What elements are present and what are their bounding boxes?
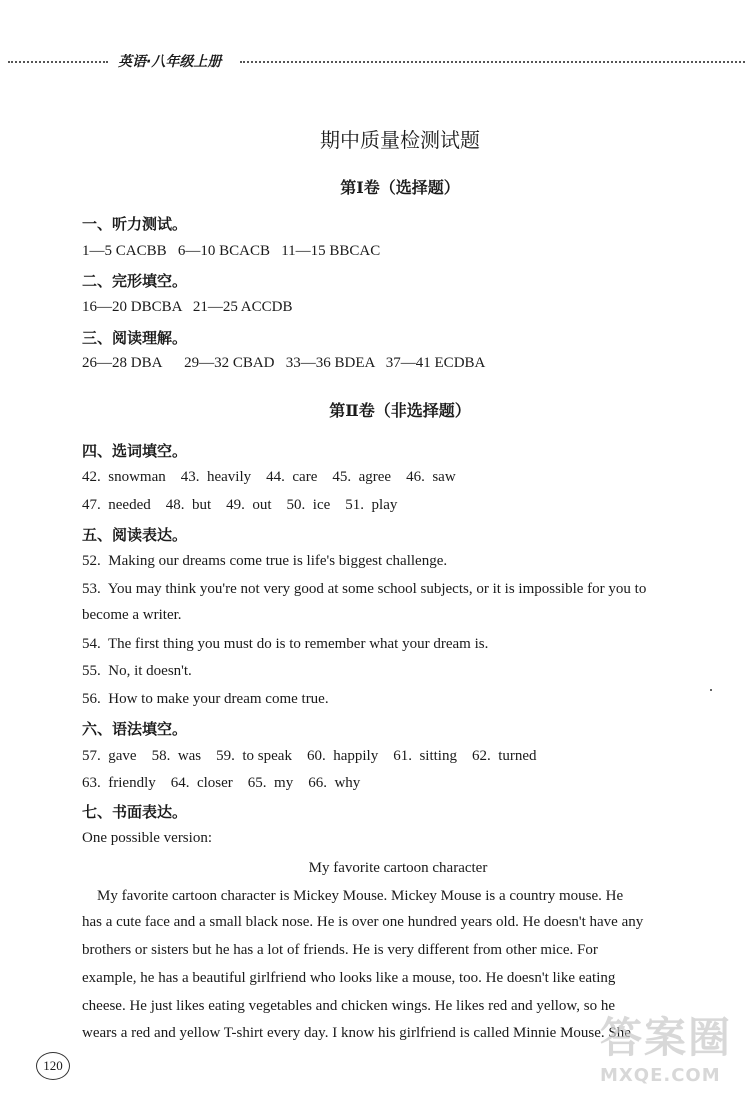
- essay-title: My favorite cartoon character: [308, 860, 488, 876]
- ink-speck: [710, 689, 712, 691]
- essay-line: example, he has a beautiful girlfriend who looks like a mouse, too. He doesn't like eating: [82, 970, 616, 986]
- section-4-heading: 四、选词填空。: [82, 442, 188, 460]
- section-7-heading: 七、书面表达。: [82, 803, 188, 821]
- header-dots-right: [240, 61, 745, 63]
- section-5-line: 55. No, it doesn't.: [82, 663, 192, 679]
- part1-label: 第Ⅰ卷（选择题）: [340, 178, 460, 197]
- section-5-line: 54. The first thing you must do is to remember what your dream is.: [82, 636, 489, 652]
- section-6-line-2: 63. friendly 64. closer 65. my 66. why: [82, 775, 361, 791]
- section-3-heading: 三、阅读理解。: [82, 329, 188, 347]
- section-2-answers: 16—20 DBCBA 21—25 ACCDB: [82, 299, 293, 315]
- running-header: [0, 49, 750, 73]
- page-title: 期中质量检测试题: [320, 128, 480, 152]
- section-3-answers: 26—28 DBA 29—32 CBAD 33—36 BDEA 37—41 ECDBA: [82, 355, 486, 371]
- section-1-heading: 一、听力测试。: [82, 215, 188, 233]
- part2-label: 第Ⅱ卷（非选择题）: [329, 401, 471, 420]
- watermark: [600, 1005, 740, 1095]
- section-5-line: become a writer.: [82, 607, 182, 623]
- essay-line: wears a red and yellow T-shirt every day. I know his girlfriend is called Minnie Mouse. She: [82, 1025, 631, 1041]
- watermark-url: MXQE.COM: [600, 1065, 721, 1086]
- section-1-answers: 1—5 CACBB 6—10 BCACB 11—15 BBCAC: [82, 243, 381, 259]
- essay-line: brothers or sisters but he has a lot of friends. He is very different from other mice. For: [82, 942, 598, 958]
- essay-line: has a cute face and a small black nose. He is over one hundred years old. He doesn't have any: [82, 914, 644, 930]
- section-6-heading: 六、语法填空。: [82, 720, 188, 738]
- section-7-intro: One possible version:: [82, 830, 212, 846]
- section-5-line: 56. How to make your dream come true.: [82, 691, 329, 707]
- section-4-line-2: 47. needed 48. but 49. out 50. ice 51. play: [82, 497, 398, 513]
- essay-line: My favorite cartoon character is Mickey Mouse. Mickey Mouse is a country mouse. He: [82, 888, 624, 904]
- section-5-line: 53. You may think you're not very good at some school subjects, or it is impossible for you to: [82, 581, 647, 597]
- section-5-line: 52. Making our dreams come true is life's biggest challenge.: [82, 553, 448, 569]
- essay-line: cheese. He just likes eating vegetables and chicken wings. He likes red and yellow, so he: [82, 998, 616, 1014]
- running-title: 英语·八年级上册: [118, 54, 222, 70]
- watermark-logo: 答案圈: [600, 1013, 733, 1062]
- header-dots-left: [8, 61, 108, 63]
- section-4-line-1: 42. snowman 43. heavily 44. care 45. agree 46. saw: [82, 469, 456, 485]
- page-number: 120: [36, 1052, 70, 1080]
- section-6-line-1: 57. gave 58. was 59. to speak 60. happily 61. sitting 62. turned: [82, 748, 537, 764]
- section-2-heading: 二、完形填空。: [82, 272, 188, 290]
- section-5-heading: 五、阅读表达。: [82, 526, 188, 544]
